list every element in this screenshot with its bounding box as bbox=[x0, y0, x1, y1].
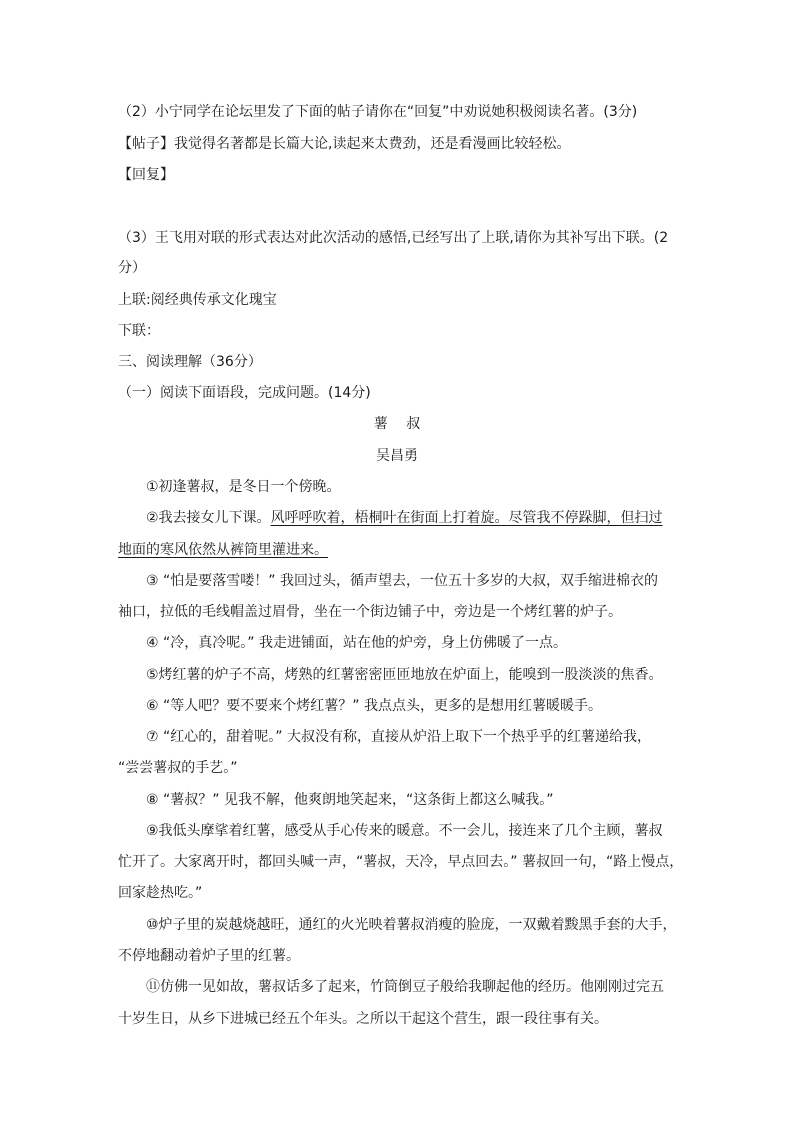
q2-prompt: （2）小宁同学在论坛里发了下面的帖子请你在“回复”中劝说她积极阅读名著。(3分) bbox=[118, 104, 638, 120]
paragraph-11-line2: 十岁生日，从乡下进城已经五个年头。之所以干起这个营生，跟一段往事有关。 bbox=[118, 1011, 608, 1027]
q2-reply-label: 【回复】 bbox=[118, 167, 174, 183]
paragraph-9-line2: 忙开了。大家离开时，都回头喊一声，“薯叔，天冷，早点回去。” 薯叔回一句，“路上慢点， bbox=[118, 854, 684, 870]
underlined-sentence: 风呼呼吹着，梧桐叶在街面上打着旋。尽管我不停跺脚，但扫过 bbox=[270, 510, 663, 526]
paragraph-2-lead: ②我去接女儿下课。 bbox=[146, 510, 271, 526]
paragraph-7-line2: “尝尝薯叔的手艺。” bbox=[118, 760, 238, 776]
article-author: 吴昌勇 bbox=[376, 448, 418, 464]
q3-lower-couplet: 下联： bbox=[118, 323, 160, 339]
paragraph-10-line1: ⑩炉子里的炭越烧越旺，通红的火光映着薯叔消瘦的脸庞，一双戴着黢黑手套的大手， bbox=[146, 917, 677, 933]
q3-prompt-line1: （3）王飞用对联的形式表达对此次活动的感悟,已经写出了上联,请你为其补写出下联。(2 bbox=[118, 230, 669, 246]
paragraph-8: ⑧ “薯叔？” 见我不解，他爽朗地笑起来，“这条街上都这么喊我。” bbox=[146, 792, 554, 808]
paragraph-3-line2: 袖口，拉低的毛线帽盖过眉骨，坐在一个街边铺子中，旁边是一个烤红薯的炉子。 bbox=[118, 604, 622, 620]
paragraph-5: ⑤烤红薯的炉子不高，烤熟的红薯密密匝匝地放在炉面上，能嗅到一股淡淡的焦香。 bbox=[146, 667, 663, 683]
paragraph-2-line2: 地面的寒风依然从裤筒里灌进来。 bbox=[118, 542, 328, 558]
paragraph-1: ①初逢薯叔，是冬日一个傍晚。 bbox=[146, 479, 341, 495]
paragraph-11-line1: ⑪仿佛一见如故，薯叔话多了起来，竹筒倒豆子般给我聊起他的经历。他刚刚过完五 bbox=[146, 979, 664, 995]
q2-post: 【帖子】我觉得名著都是长篇大论,读起来太费劲，还是看漫画比较轻松。 bbox=[118, 136, 571, 152]
paragraph-9-line1: ⑨我低头摩挲着红薯，感受从手心传来的暖意。不一会儿，接连来了几个主顾，薯叔 bbox=[146, 823, 663, 839]
paragraph-9-line3: 回家趁热吃。” bbox=[118, 885, 203, 901]
paragraph-10-line2: 不停地翻动着炉子里的红薯。 bbox=[118, 948, 300, 964]
paragraph-6: ⑥ “等人吧？要不要来个烤红薯？” 我点点头，更多的是想用红薯暖暖手。 bbox=[146, 698, 602, 714]
q3-prompt-line2: 分） bbox=[118, 260, 146, 276]
paragraph-7-line1: ⑦ “红心的，甜着呢。” 大叔没有称，直接从炉沿上取下一个热乎乎的红薯递给我， bbox=[146, 729, 651, 745]
paragraph-2-line1 bbox=[146, 508, 663, 528]
q3-upper-couplet: 上联:阅经典传承文化瑰宝 bbox=[118, 292, 277, 308]
section-subheading: （一）阅读下面语段，完成问题。(14分) bbox=[118, 385, 371, 401]
article-title: 薯 叔 bbox=[373, 416, 421, 432]
section-heading: 三、阅读理解（36分） bbox=[118, 354, 262, 370]
paragraph-4: ④ “冷，真冷呢。” 我走进铺面，站在他的炉旁，身上仿佛暖了一点。 bbox=[146, 635, 567, 651]
paragraph-3-line1: ③ “怕是要落雪喽！” 我回过头，循声望去，一位五十多岁的大叔，双手缩进棉衣的 bbox=[146, 573, 658, 589]
